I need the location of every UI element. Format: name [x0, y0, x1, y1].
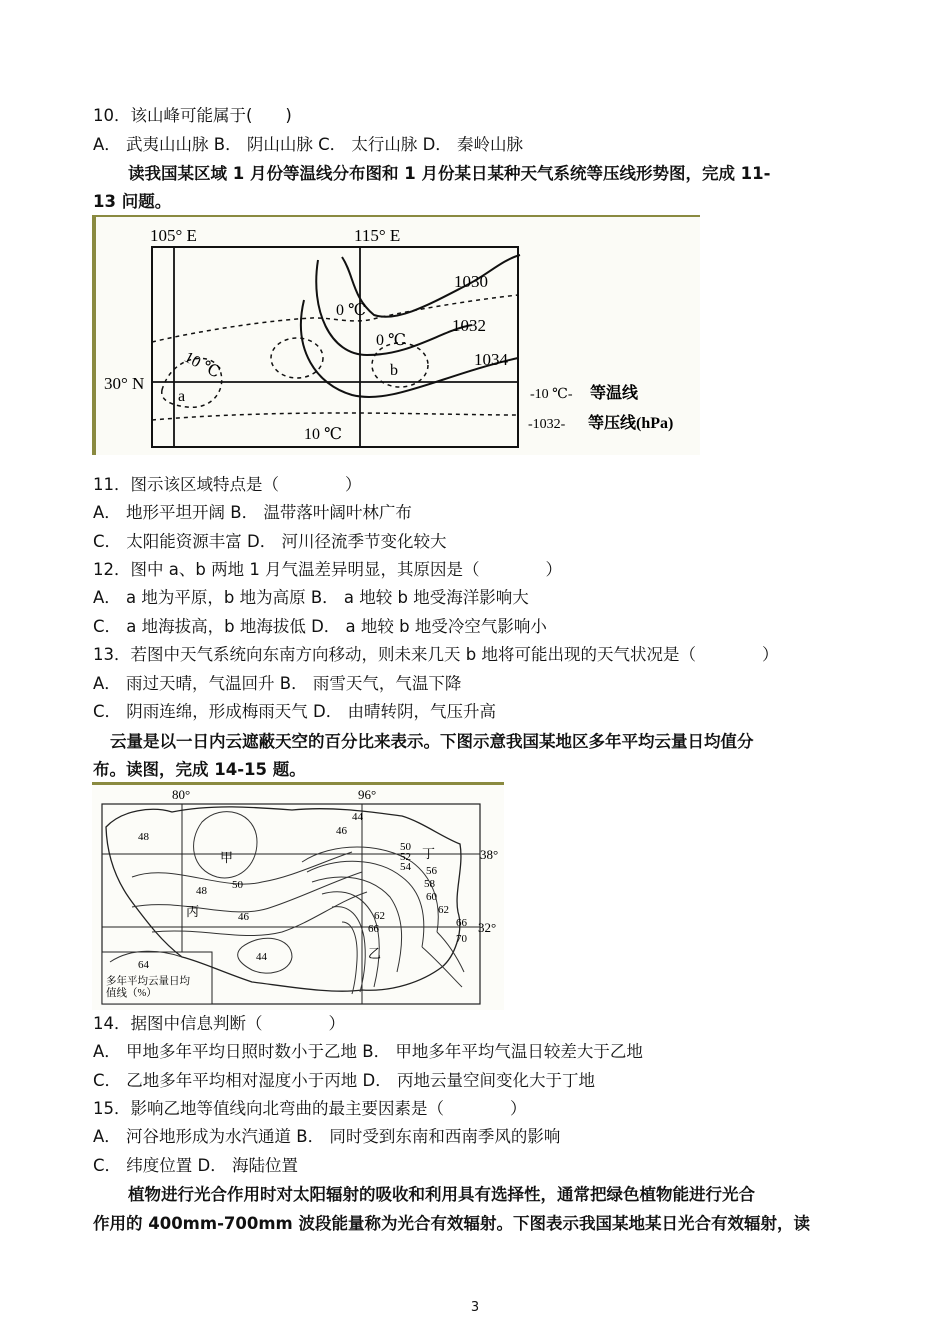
intro3-line1: 植物进行光合作用时对太阳辐射的吸收和利用具有选择性，通常把绿色植物能进行光合	[128, 1185, 755, 1204]
intro1-line1: 读我国某区域 1 月份等温线分布图和 1 月份某日某种天气系统等压线形势图，完成 11-	[128, 164, 771, 183]
intro2-line1: 云量是以一日内云遮蔽天空的百分比来表示。下图示意我国某地区多年平均云量日均值分	[110, 732, 754, 751]
q11-opt2: C． 太阳能资源丰富 D． 河川径流季节变化较大	[93, 532, 447, 551]
isobar-label-1030: 1030	[454, 272, 488, 291]
iso-label-66-central: 66	[368, 923, 379, 935]
iso-label-56: 56	[426, 865, 437, 877]
place-jia: 甲	[220, 850, 234, 865]
iso-label-62-east: 62	[438, 904, 449, 916]
q13-opt2: C． 阴雨连绵，形成梅雨天气 D． 由晴转阴，气压升高	[93, 702, 496, 721]
lon-label-115: 115° E	[354, 226, 401, 245]
q15-stem: 15．影响乙地等值线向北弯曲的最主要因素是（ ）	[93, 1099, 527, 1118]
q13-opt1: A． 雨过天晴，气温回升 B． 雨雪天气，气温下降	[93, 674, 462, 693]
isobar-label-1032: 1032	[452, 316, 486, 335]
isotherm-label-10a: 10 ℃	[181, 348, 223, 382]
iso-label-58: 58	[424, 878, 435, 890]
page-number: 3	[470, 1300, 480, 1315]
isotherm-label-0a: 0 ℃	[336, 302, 366, 319]
iso-label-46-central: 46	[238, 911, 249, 923]
legend-line1: 多年平均云量日均	[106, 976, 190, 987]
isotherm-isobar-map	[92, 215, 700, 455]
legend-isobar-text: 等压线(hPa)	[588, 415, 674, 432]
lon-label-105: 105° E	[150, 226, 197, 245]
iso-label-46-north: 46	[336, 825, 347, 837]
lat-label-32: 32°	[478, 920, 497, 935]
q14-opt1: A． 甲地多年平均日照时数小于乙地 B． 甲地多年平均气温日较差大于乙地	[93, 1042, 643, 1061]
isobar-label-1034: 1034	[474, 350, 508, 369]
iso-label-60: 60	[426, 891, 437, 903]
legend-value: 64	[138, 959, 149, 971]
point-a-label: a	[178, 388, 186, 405]
q11-opt1: A． 地形平坦开阔 B． 温带落叶阔叶林广布	[93, 503, 412, 522]
legend-isotherm-sample: -10 ℃-	[530, 387, 573, 402]
q10-options: A． 武夷山山脉 B． 阴山山脉 C． 太行山脉 D． 秦岭山脉	[93, 135, 524, 154]
iso-label-50: 50	[400, 841, 411, 853]
cloud-cover-map	[92, 782, 504, 1010]
point-b-label: b	[390, 362, 398, 379]
q10-stem: 10．该山峰可能属于( )	[93, 106, 292, 125]
q15-opt1: A． 河谷地形成为水汽通道 B． 同时受到东南和西南季风的影响	[93, 1127, 561, 1146]
q11-stem: 11．图示该区域特点是（ ）	[93, 475, 362, 494]
legend-line2: 值线（%）	[106, 988, 157, 999]
intro1-line2: 13 问题。	[93, 192, 172, 211]
q12-opt2: C． a 地海拔高，b 地海拔低 D． a 地较 b 地受冷空气影响小	[93, 617, 547, 636]
q14-stem: 14．据图中信息判断（ ）	[93, 1014, 345, 1033]
iso-label-62-central: 62	[374, 910, 385, 922]
intro3-line2: 作用的 400mm-700mm 波段能量称为光合有效辐射。下图表示我国某地某日光合有效辐射，读	[93, 1214, 810, 1233]
iso-label-44-south: 44	[256, 951, 267, 963]
place-yi: 乙	[368, 946, 382, 961]
iso-label-44-north: 44	[352, 811, 363, 823]
iso-label-48-central: 48	[196, 885, 207, 897]
iso-label-54: 54	[400, 861, 411, 873]
legend-isotherm-text: 等温线	[590, 385, 639, 402]
iso-label-52: 52	[400, 851, 411, 863]
figure-left-border	[92, 215, 96, 455]
iso-label-48-west: 48	[138, 831, 149, 843]
legend-isobar-sample: -1032-	[528, 417, 566, 432]
iso-label-50-central: 50	[232, 879, 243, 891]
lat-label-30n: 30° N	[104, 374, 145, 393]
q14-opt2: C． 乙地多年平均相对湿度小于丙地 D． 丙地云量空间变化大于丁地	[93, 1071, 595, 1090]
place-ding: 丁	[422, 846, 436, 861]
q12-stem: 12．图中 a、b 两地 1 月气温差异明显，其原因是（ ）	[93, 560, 563, 579]
isotherm-label-10b: 10 ℃	[304, 426, 342, 443]
iso-label-66-east: 66	[456, 917, 467, 929]
place-bing: 丙	[186, 904, 200, 919]
lon-label-96: 96°	[358, 787, 377, 802]
lat-label-38: 38°	[480, 847, 499, 862]
q12-opt1: A． a 地为平原，b 地为高原 B． a 地较 b 地受海洋影响大	[93, 588, 529, 607]
q15-opt2: C． 纬度位置 D． 海陆位置	[93, 1156, 298, 1175]
q13-stem: 13．若图中天气系统向东南方向移动，则未来几天 b 地将可能出现的天气状况是（ ）	[93, 645, 779, 664]
iso-label-70: 70	[456, 933, 467, 945]
lon-label-80: 80°	[172, 787, 191, 802]
isotherm-label-0b: 0 ℃	[376, 332, 406, 349]
intro2-line2: 布。读图，完成 14-15 题。	[93, 760, 306, 779]
